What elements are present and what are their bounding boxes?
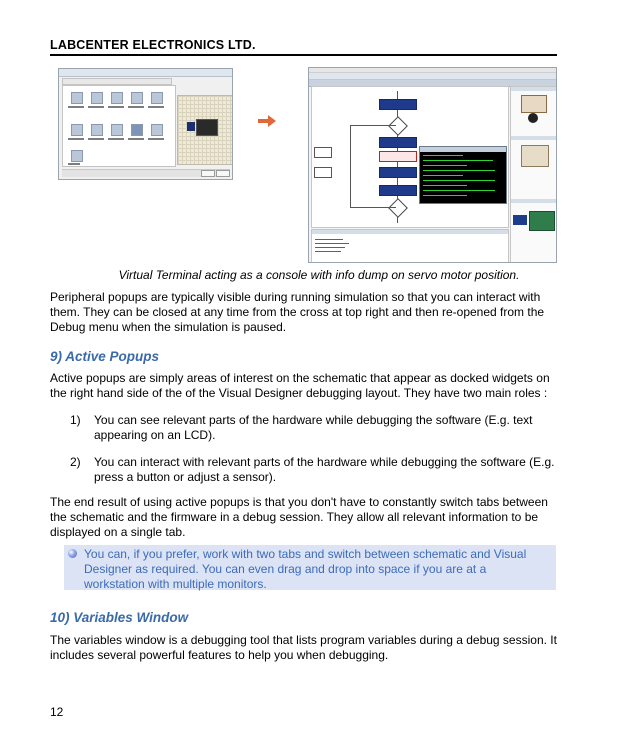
section-heading-active-popups: 9) Active Popups (50, 349, 160, 364)
peripheral-icon (151, 92, 163, 104)
peripheral-list-panel (62, 85, 176, 167)
paragraph-end-result: The end result of using active popups is that you don't have to constantly switch tabs between the schematic and the firmware in a debug session. They allow all relevant information to be displayed on a single tab. (50, 495, 548, 539)
paragraph-variables-window: The variables window is a debugging tool that lists program variables during a debug session. It includes several powerful features to help you when debugging. (50, 633, 557, 662)
servo-motor-widget (521, 95, 547, 113)
page-number: 12 (50, 705, 64, 719)
flowchart-decision (388, 198, 408, 218)
dialog-titlebar (59, 69, 232, 77)
dialog-tab-strip (62, 78, 172, 85)
variables-window-preview (311, 229, 509, 263)
list-item: You can interact with relevant parts of the hardware while debugging the software (E.g. press a button or adjust a sensor). (94, 455, 555, 484)
flowchart-block (379, 99, 417, 110)
terminal-board-icon (196, 119, 218, 136)
header-rule (50, 54, 557, 56)
pin-indicator (513, 215, 527, 225)
terminal-titlebar (420, 147, 506, 152)
toolbar (309, 73, 556, 80)
list-item: You can see relevant parts of the hardware while debugging the software (E.g. text appearing on an LCD). (94, 413, 533, 442)
flowchart-block (379, 185, 417, 196)
peripheral-icon (131, 92, 143, 104)
active-popups-panel (510, 86, 557, 263)
figure-caption: Virtual Terminal acting as a console with info dump on servo motor position. (118, 268, 520, 282)
list-item-number: 1) (70, 413, 81, 427)
flowchart-canvas (311, 86, 509, 228)
peripheral-icon (71, 150, 83, 162)
info-bullet-icon (68, 549, 77, 558)
sensor-widget (521, 145, 549, 167)
microcontroller-icon (187, 122, 195, 131)
virtual-terminal-popup (419, 146, 507, 204)
paragraph-active-popups: Active popups are simply areas of interest on the schematic that appear as docked widgets on the right hand side of the of the Visual Designer debugging layout. They have two main roles : (50, 371, 550, 400)
right-arrow-icon (258, 115, 276, 127)
peripheral-dialog-screenshot (58, 68, 233, 180)
peripheral-icon (71, 124, 83, 136)
board-widget (529, 211, 555, 231)
visual-designer-screenshot (308, 67, 557, 263)
peripheral-icon (91, 92, 103, 104)
flowchart-block (379, 137, 417, 148)
company-header: LABCENTER ELECTRONICS LTD. (50, 38, 256, 52)
peripheral-icon-selected (131, 124, 143, 136)
flowchart-decision (388, 116, 408, 136)
flowchart-block-breakpoint (379, 151, 417, 162)
section-heading-variables-window: 10) Variables Window (50, 610, 189, 625)
peripheral-icon (71, 92, 83, 104)
peripheral-icon (151, 124, 163, 136)
peripheral-icon (91, 124, 103, 136)
ok-button (201, 170, 215, 177)
list-item-number: 2) (70, 455, 81, 469)
paragraph-peripheral-popups: Peripheral popups are typically visible during running simulation so that you can interact with them. They can be closed at any time from the cross at top right and then re-opened from the Debug menu when the simulation is paused. (50, 290, 545, 334)
cancel-button (216, 170, 230, 177)
peripheral-icon (111, 92, 123, 104)
peripheral-icon (111, 124, 123, 136)
flowchart-block (379, 167, 417, 178)
tip-note-text: You can, if you prefer, work with two tabs and switch between schematic and Visual Designer as required. You can even drag and drop into space if you are at a workstation with multiple monitors. (84, 547, 527, 591)
